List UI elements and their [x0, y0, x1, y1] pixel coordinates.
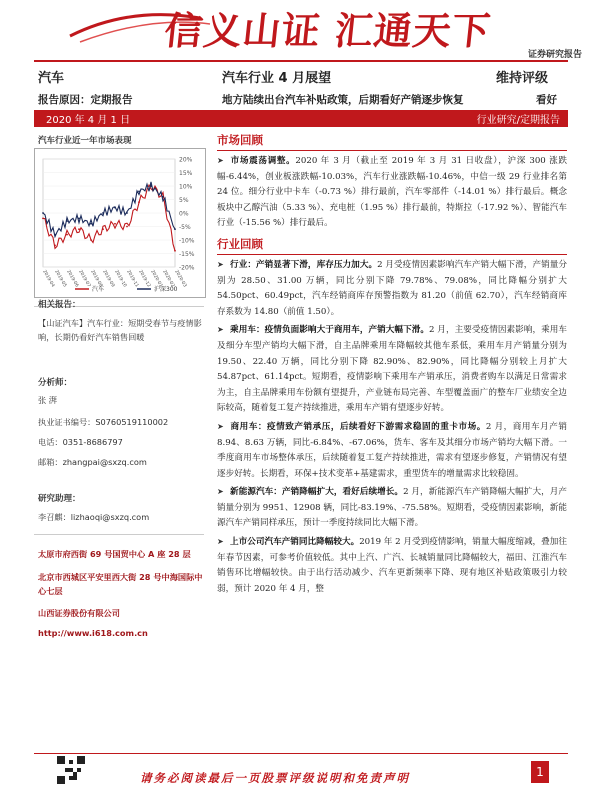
analyst-email[interactable]: 邮箱：zhangpai@sxzq.com — [38, 457, 147, 467]
paragraph-body: 2 月，新能源汽车产销降幅大幅扩大，月产销量分别为 9951、12908 辆，同比-83.19%、-75.58%。短期看，受疫情因素影响，新能源汽车产销同样承压，预计一季度持续同比大幅下滑。 — [217, 487, 567, 529]
chart-x-tick-label: 2020-02 — [161, 269, 176, 289]
chart-data-point — [78, 218, 80, 220]
report-tag: 证券研究报告 — [527, 50, 582, 60]
chart-y-tick-label: 0% — [179, 210, 189, 218]
chart-y-tick-label: -10% — [179, 237, 195, 245]
chart-y-tick-label: 15% — [179, 170, 193, 177]
chart-y-tick-label: -15% — [179, 251, 195, 258]
chart-data-point — [90, 223, 92, 225]
chart-x-tick-label: 2019-11 — [125, 269, 140, 289]
report-reason: 报告原因：定期报告 — [38, 94, 133, 106]
report-title: 汽车行业 4 月展望 — [222, 71, 332, 86]
page-number: 1 — [531, 761, 549, 783]
paragraph-body: 2019 年 2 月受到疫情影响，销量大幅度缩减，叠加往年春节因素，可参考价值较低。其中上汽、广汽、长城销量同比降幅较大，福田、江淮汽车销售环比增幅较快。由于出行活动减少、汽车更新频率下降、现有地区补贴政策吸引力较弱，预计 2020 年 4 月，整 — [217, 537, 567, 594]
paragraph-body: 2 月，商用车月产销 8.94、8.63 万辆，同比-6.84%、-67.06%，货车、客车及其细分市场产销均大幅下滑。一季度商用车市场整体承压，后续随着复工复产持续推进，需求有望逐步修复，产销情况有望逐步好转。长期看，环保+技术变革+基建需求，重型货车的增量需求比较稳固。 — [217, 421, 567, 479]
main-content — [217, 132, 567, 597]
chart-data-point — [54, 234, 56, 236]
arrow-bullet-icon: ➤ — [217, 259, 224, 269]
arrow-bullet-icon: ➤ — [217, 487, 224, 497]
chart-x-tick-label: 2019-10 — [113, 269, 128, 289]
chart-legend-label: 汽车 — [92, 286, 105, 293]
rating-label: 维持评级 — [496, 71, 549, 86]
paragraph-nev — [217, 484, 567, 532]
chart-x-tick-label: 2019-08 — [89, 269, 104, 289]
arrow-bullet-icon: ➤ — [217, 421, 224, 431]
chart-data-point — [174, 250, 176, 252]
chart-data-point — [138, 201, 140, 203]
chart-data-point — [102, 228, 104, 230]
chart-data-point — [114, 223, 116, 225]
chart-data-point — [42, 212, 44, 214]
chart-legend-label: 沪深300 — [154, 286, 178, 293]
header-rule — [34, 60, 568, 62]
paragraph-market — [217, 153, 567, 232]
assistant-label: 研究助理： — [38, 494, 81, 504]
chart-data-point — [90, 239, 92, 241]
sidebar-divider-2 — [34, 534, 204, 535]
qr-code-icon — [57, 756, 85, 784]
chart-data-point — [162, 196, 164, 198]
chart-y-tick-label: 20% — [179, 156, 193, 164]
arrow-bullet-icon: ➤ — [217, 325, 224, 335]
report-subtitle: 地方陆续出台汽车补贴政策，后期看好产销逐步恢复 — [222, 94, 464, 106]
paragraph-industry — [217, 257, 567, 320]
address-beijing: 北京市西城区平安里西大街 28 号中海国际中心七层 — [38, 572, 203, 596]
chart-x-tick-label: 2019-05 — [53, 269, 68, 289]
paragraph-passenger — [217, 322, 567, 417]
chart-y-tick-label: -5% — [179, 224, 191, 231]
brand-slogan: 信义山证 汇通天下 — [162, 9, 494, 53]
paragraph-lead: 商用车：疫情致产销承压，后续看好下游需求稳固的重卡市场。 — [230, 421, 486, 432]
paragraph-lead: 乘用车：疫情负面影响大于商用车，产销大幅下滑。 — [230, 325, 430, 336]
chart-x-tick-label: 2020-01 — [149, 269, 164, 289]
chart-series-line-auto — [43, 185, 175, 251]
assistant-contact[interactable]: 李召麒：lizhaoqi@sxzq.com — [38, 512, 150, 522]
chart-y-tick-label: -20% — [179, 264, 195, 272]
chart-y-tick-label: 5% — [179, 197, 189, 204]
chart-data-point — [42, 218, 44, 220]
arrow-bullet-icon: ➤ — [217, 156, 224, 165]
paragraph-commercial — [217, 419, 567, 482]
chart-data-point — [66, 234, 68, 236]
chart-data-point — [126, 212, 128, 214]
paragraph-lead: 市场震荡调整。 — [230, 156, 296, 166]
section-industry-review-title: 行业回顾 — [217, 236, 263, 251]
arrow-bullet-icon: ➤ — [217, 537, 224, 547]
chart-data-point — [138, 191, 140, 193]
chart-data-point — [54, 245, 56, 247]
chart-data-point — [174, 228, 176, 230]
section-rule — [217, 254, 567, 255]
chart-data-point — [150, 185, 152, 187]
company-website[interactable]: http://www.i618.com.cn — [38, 628, 148, 638]
analyst-name: 张 湃 — [38, 395, 57, 405]
company-name: 山西证券股份有限公司 — [38, 608, 120, 618]
paragraph-body: 2 月受疫情因素影响汽车产销大幅下滑，产销量分别为 28.50、31.00 万辆，同比分别下降 79.78%、79.08%，同比降幅分别扩大 54.50pct、60.49pct，汽车经销商库存预警指数为 81.20（前值 62.70），汽车经销商库存系数为 14.80（前值 1.50）。 — [217, 259, 567, 317]
chart-data-point — [126, 226, 128, 228]
analyst-label: 分析师： — [38, 378, 73, 388]
report-category: 行业研究/定期报告 — [476, 115, 560, 126]
analyst-license: 执业证书编号：S0760519110002 — [38, 417, 169, 427]
market-chart — [34, 148, 206, 298]
related-label: 相关报告： — [38, 300, 81, 310]
related-report-link[interactable]: 【山证汽车】汽车行业：短期受春节与疫情影响，长期仍看好汽车销售回暖 — [38, 318, 202, 342]
brand-banner — [60, 2, 520, 53]
paragraph-listed — [217, 534, 567, 597]
chart-data-point — [114, 207, 116, 209]
chart-x-tick-label: 2019-04 — [41, 269, 56, 289]
chart-x-tick-label: 2019-07 — [77, 269, 92, 289]
chart-x-tick-label: 2019-12 — [137, 269, 152, 289]
paragraph-lead: 上市公司汽车产销同比降幅较大。 — [230, 537, 360, 548]
chart-y-tick-label: 10% — [179, 183, 193, 191]
rating-value: 看好 — [536, 94, 557, 106]
chart-data-point — [102, 212, 104, 214]
paragraph-lead: 新能源汽车：产销降幅扩大，看好后续增长。 — [230, 487, 404, 498]
section-market-review-title: 市场回顾 — [217, 133, 263, 147]
sector-label: 汽车 — [38, 71, 65, 86]
chart-title: 汽车行业近一年市场表现 — [38, 136, 132, 146]
paragraph-body: 2 月，主要受疫情因素影响，乘用车及细分车型产销均大幅下滑，自主品牌乘用车降幅较其他车系低，乘用车月产销量分别为 19.50、22.40 万辆，同比分别下降 82.90%、82.90%，同比降幅分别较上月扩大 54.87pct、61.14pct。短期看，疫情影响下乘用车产销承压，消费者购车以满足日常需求为主，自主品牌乘用车份额有望提升，产业链布局完善、车型覆盖面广的整车厂业绩安全边际较高，随着复工复产持续推进，乘用车产销有望逐步好转。 — [217, 325, 567, 414]
report-date: 2020 年 4 月 1 日 — [46, 115, 131, 126]
chart-data-point — [66, 220, 68, 222]
market-chart-svg — [35, 149, 205, 297]
paragraph-lead: 行业：产销显著下滑，库存压力加大。 — [230, 259, 378, 270]
footer-disclaimer: 请务必阅读最后一页股票评级说明和免责声明 — [140, 771, 410, 785]
paragraph-body: 2020 年 3 月（截止至 2019 年 3 月 31 日收盘），沪深 300 涨跌幅-6.44%，创业板涨跌幅-10.03%，汽车行业涨跌幅-10.46%，中信一级 29 行业排名第 24 位。细分行业中卡车（-0.73 %）排行最前，汽车零部件（-14.01 %）排行最后。概念板块中乙醇汽油（5.33 %）、充电桩（1.95 %）排行最前，特斯拉（-17.92 %）、智能汽车行业（-15.56 %）排行最后。 — [217, 156, 567, 229]
date-bar — [34, 110, 568, 127]
chart-x-tick-label: 2020-03 — [173, 269, 188, 289]
footer-rule — [34, 753, 568, 754]
chart-x-tick-label: 2019-06 — [65, 269, 80, 289]
analyst-phone: 电话：0351-8686797 — [38, 437, 123, 447]
section-rule — [217, 150, 567, 151]
chart-x-tick-label: 2019-09 — [101, 269, 116, 289]
address-taiyuan: 太原市府西街 69 号国贸中心 A 座 28 层 — [38, 549, 191, 559]
chart-data-point — [78, 228, 80, 230]
